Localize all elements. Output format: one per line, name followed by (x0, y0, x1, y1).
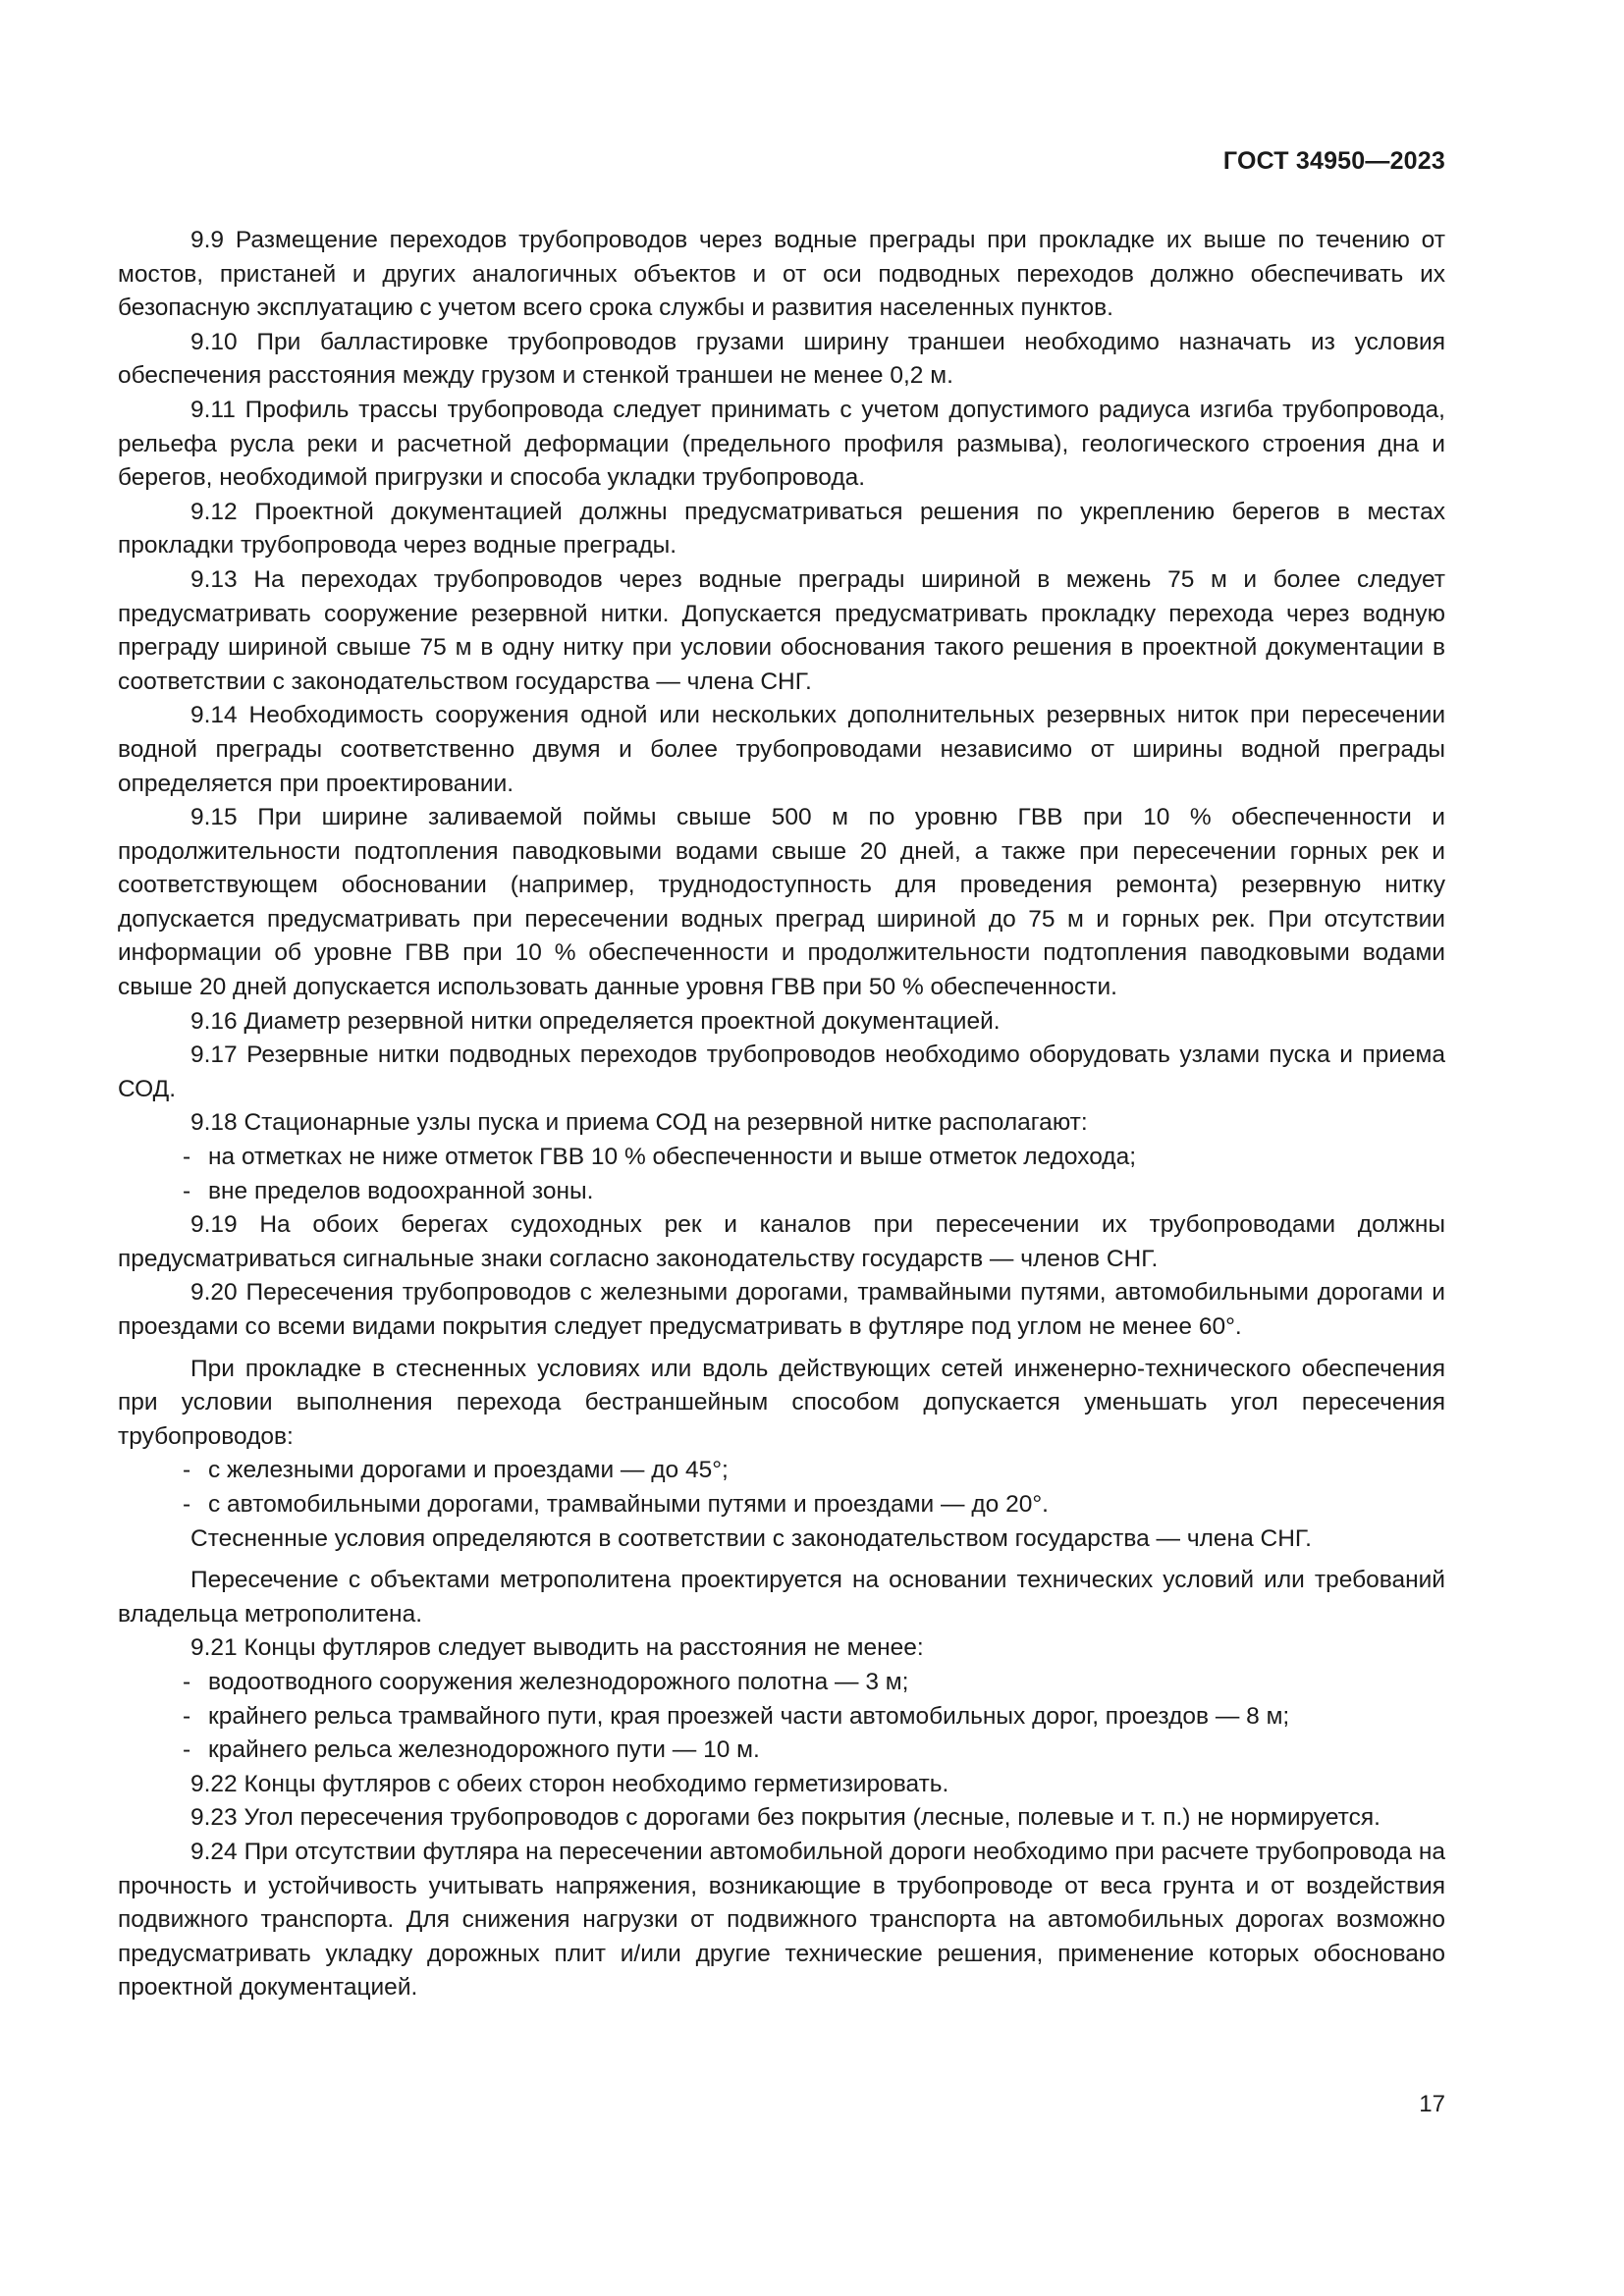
paragraph: 9.15 При ширине заливаемой поймы свыше 500 м по уровню ГВВ при 10 % обеспеченности и продолжительности подтопления паводковыми водами свыше 20 дней, а также при пересечении горных рек и соответствующем обосновании (например, труднодоступность для проведения ремонта) резервную нитку допускается предусматривать при пересечении водных преград шириной до 75 м и горных рек. При отсутствии информации об уровне ГВВ при 10 % обеспеченности и продолжительности подтопления паводковыми водами свыше 20 дней допускается использовать данные уровня ГВВ при 50 % обеспеченности. (118, 804, 1445, 1001)
page-number: 17 (1419, 2091, 1445, 2117)
list-item-text: с железными дорогами и проездами — до 45°; (208, 1457, 729, 1484)
paragraph: 9.14 Необходимость сооружения одной или нескольких дополнительных резервных ниток при пересечении водной преграды соответственно двумя и более трубопроводами независимо от ширины водной преграды определяется при проектировании. (118, 702, 1445, 797)
paragraph: 9.13 На переходах трубопроводов через водные преграды шириной в межень 75 м и более следует предусматривать сооружение резервной нитки. Допускается предусматривать прокладку перехода через водную преграду шириной свыше 75 м в одну нитку при условии обоснования такого решения в проектной документации в соответствии с законодательством государства — члена СНГ. (118, 565, 1445, 695)
list-item (118, 1175, 1445, 1209)
list-dash: - (183, 1457, 191, 1484)
list-dash: - (183, 1668, 191, 1695)
list-item-text: на отметках не ниже отметок ГВВ 10 % обеспеченности и выше отметок ледохода; (208, 1144, 1137, 1171)
list-item (118, 1141, 1445, 1175)
list-dash: - (183, 1144, 191, 1171)
paragraph: 9.11 Профиль трассы трубопровода следует принимать с учетом допустимого радиуса изгиба трубопровода, рельефа русла реки и расчетной деформации (предельного профиля размыва), геологического строения дна и берегов, необходимой пригрузки и способа укладки трубопровода. (118, 396, 1445, 492)
paragraph: 9.16 Диаметр резервной нитки определяется проектной документацией. (190, 1007, 1001, 1035)
paragraph: Пересечение с объектами метрополитена проектируется на основании технических условий или требований владельца метрополитена. (118, 1567, 1445, 1628)
paragraph: 9.10 При балластировке трубопроводов грузами ширину траншеи необходимо назначать из условия обеспечения расстояния между грузом и стенкой траншеи не менее 0,2 м. (118, 328, 1445, 390)
paragraph: 9.19 На обоих берегах судоходных рек и каналов при пересечении их трубопроводами должны предусматриваться сигнальные знаки согласно законодательству государств — членов СНГ. (118, 1211, 1445, 1272)
list-item-text: вне пределов водоохранной зоны. (208, 1177, 594, 1204)
paragraph: 9.18 Стационарные узлы пуска и приема СОД на резервной нитке располагают: (190, 1109, 1088, 1137)
list-item-text: крайнего рельса трамвайного пути, края проезжей части автомобильных дорог, проездов — 8 м; (208, 1702, 1290, 1730)
paragraph: При прокладке в стесненных условиях или вдоль действующих сетей инженерно-технического обеспечения при условии выполнения перехода бестраншейным способом допускается уменьшать угол пересечения трубопроводов: (118, 1355, 1445, 1450)
paragraph: Стесненные условия определяются в соответствии с законодательством государства — члена СНГ. (190, 1524, 1312, 1552)
paragraph: 9.12 Проектной документацией должны предусматриваться решения по укреплению берегов в местах прокладки трубопровода через водные преграды. (118, 498, 1445, 560)
list-item-text: водоотводного сооружения железнодорожного полотна — 3 м; (208, 1668, 909, 1695)
list-item (118, 1700, 1445, 1735)
list-item (118, 1488, 1445, 1522)
paragraph: 9.9 Размещение переходов трубопроводов через водные преграды при прокладке их выше по течению от мостов, пристаней и других аналогичных объектов и от оси подводных переходов должно обеспечивать их безопасную эксплуатацию с учетом всего срока службы и развития населенных пунктов. (118, 227, 1445, 322)
paragraph: 9.17 Резервные нитки подводных переходов трубопроводов необходимо оборудовать узлами пуска и приема СОД. (118, 1041, 1445, 1102)
paragraph: 9.21 Концы футляров следует выводить на расстояния не менее: (190, 1634, 924, 1662)
paragraph: 9.23 Угол пересечения трубопроводов с дорогами без покрытия (лесные, полевые и т. п.) не нормируется. (190, 1804, 1380, 1832)
paragraph: 9.20 Пересечения трубопроводов с железными дорогами, трамвайными путями, автомобильными дорогами и проездами со всеми видами покрытия следует предусматривать в футляре под углом не менее 60°. (118, 1279, 1445, 1340)
list-dash: - (183, 1702, 191, 1730)
list-item (118, 1454, 1445, 1488)
list-item-text: с автомобильными дорогами, трамвайными путями и проездами — до 20°. (208, 1490, 1049, 1518)
list-dash: - (183, 1490, 191, 1518)
list-item-text: крайнего рельса железнодорожного пути — 10 м. (208, 1736, 760, 1764)
paragraph: 9.24 При отсутствии футляра на пересечении автомобильной дороги необходимо при расчете трубопровода на прочность и устойчивость учитывать напряжения, возникающие в трубопроводе от веса грунта и от воздействия подвижного транспорта. Для снижения нагрузки от подвижного транспорта на автомобильных дорогах возможно предусматривать укладку дорожных плит и/или другие технические решения, применение которых обосновано проектной документацией. (118, 1838, 1445, 2002)
body-text (118, 224, 1445, 2005)
list-item (118, 1666, 1445, 1700)
list-dash: - (183, 1736, 191, 1764)
list-item (118, 1734, 1445, 1768)
list-dash: - (183, 1177, 191, 1204)
document-header: ГОСТ 34950—2023 (1222, 147, 1445, 175)
paragraph: 9.22 Концы футляров с обеих сторон необходимо герметизировать. (190, 1770, 949, 1797)
